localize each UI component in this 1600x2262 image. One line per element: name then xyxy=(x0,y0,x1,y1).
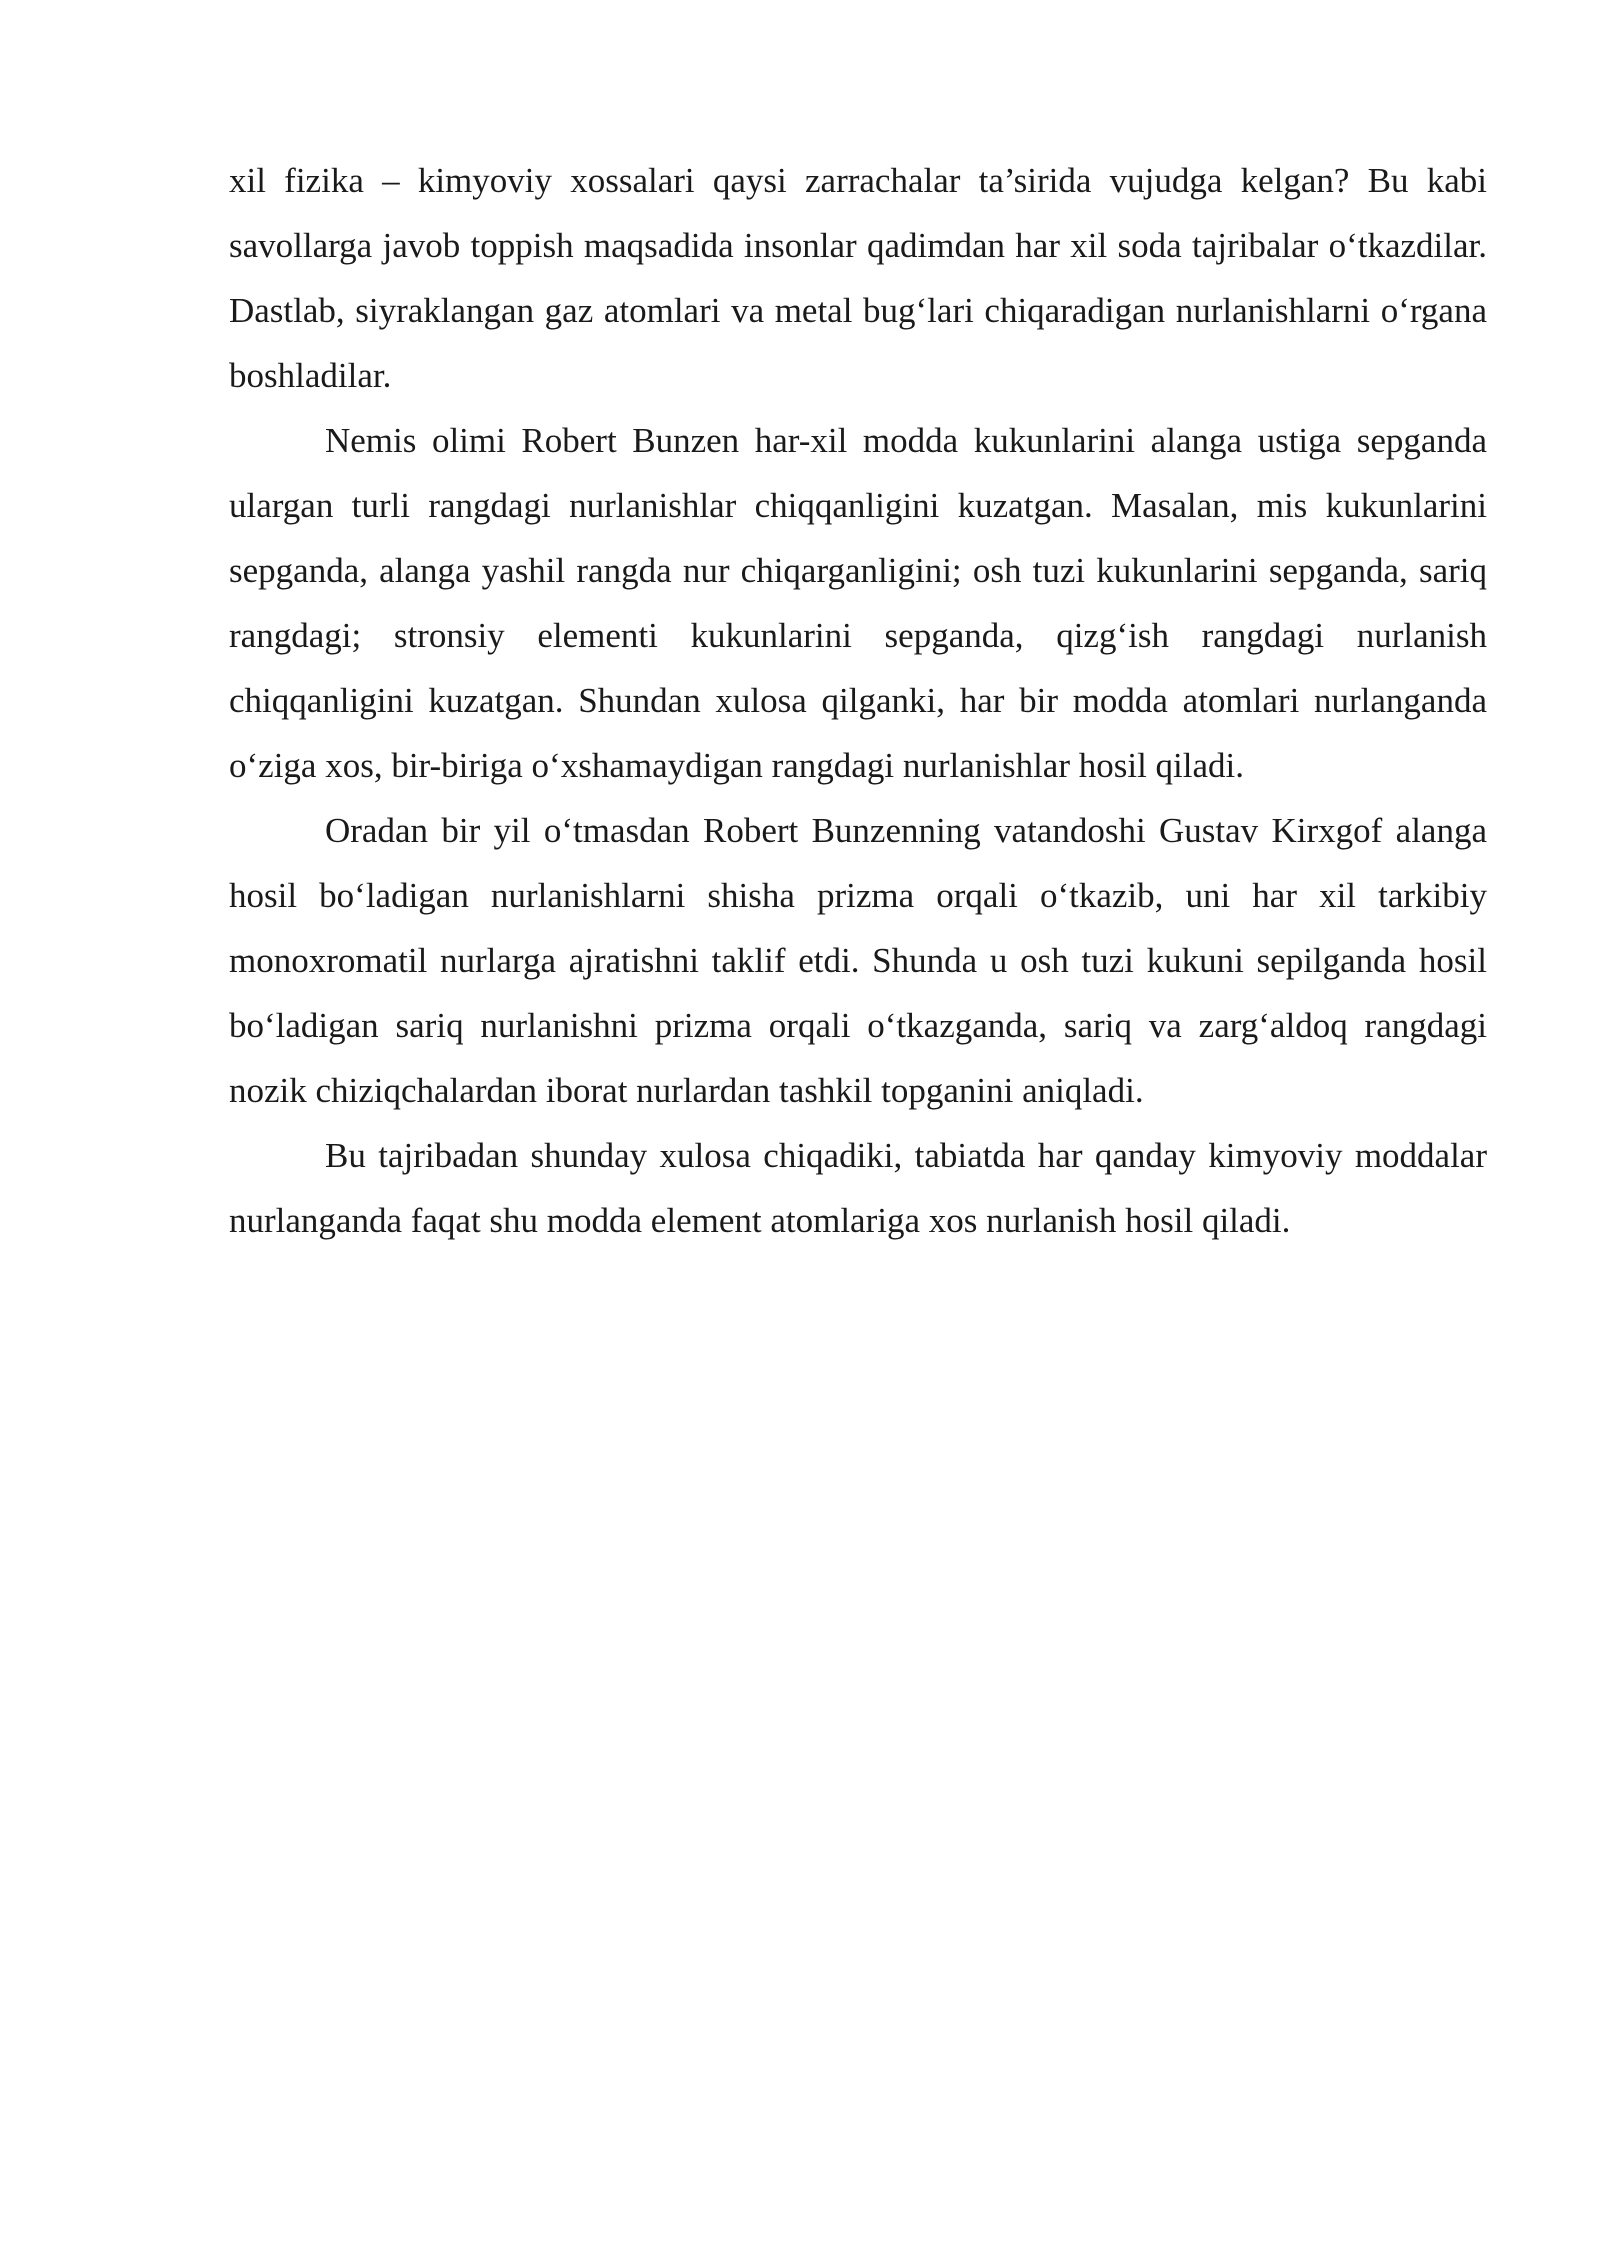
paragraph-2: Nemis olimi Robert Bunzen har-xil modda kukunlarini alanga ustiga sepganda ulargan turli rangdagi nurlanishlar chiqqanligini kuzatgan. Masalan, mis kukunlarini sepganda, alanga yashil rangda nur chiqarganligini; osh tuzi kukunlarini sepganda, sariq rangdagi; stronsiy elementi kukunlarini sepganda, qizg‘ish rangdagi nurlanish chiqqanligini kuzatgan. Shundan xulosa qilganki, har bir modda atomlari nurlanganda o‘ziga xos, bir-biriga o‘xshamaydigan rangdagi nurlanishlar hosil qiladi. xyxy=(229,421,1487,785)
paragraph-1: xil fizika – kimyoviy xossalari qaysi zarrachalar ta’sirida vujudga kelgan? Bu kabi savollarga javob toppish maqsadida insonlar qadimdan har xil soda tajribalar o‘tkazdilar. Dastlab, siyraklangan gaz atomlari va metal bug‘lari chiqaradigan nurlanishlarni o‘rgana boshladilar. xyxy=(229,161,1487,395)
paragraph-4: Bu tajribadan shunday xulosa chiqadiki, tabiatda har qanday kimyoviy moddalar nurlanganda faqat shu modda element atomlariga xos nurlanish hosil qiladi. xyxy=(229,1136,1487,1240)
document-body xyxy=(229,148,1487,1253)
paragraph-3: Oradan bir yil o‘tmasdan Robert Bunzenning vatandoshi Gustav Kirxgof alanga hosil bo‘ladigan nurlanishlarni shisha prizma orqali o‘tkazib, uni har xil tarkibiy monoxromatil nurlarga ajratishni taklif etdi. Shunda u osh tuzi kukuni sepilganda hosil bo‘ladigan sariq nurlanishni prizma orqali o‘tkazganda, sariq va zarg‘aldoq rangdagi nozik chiziqchalardan iborat nurlardan tashkil topganini aniqladi. xyxy=(229,811,1487,1110)
